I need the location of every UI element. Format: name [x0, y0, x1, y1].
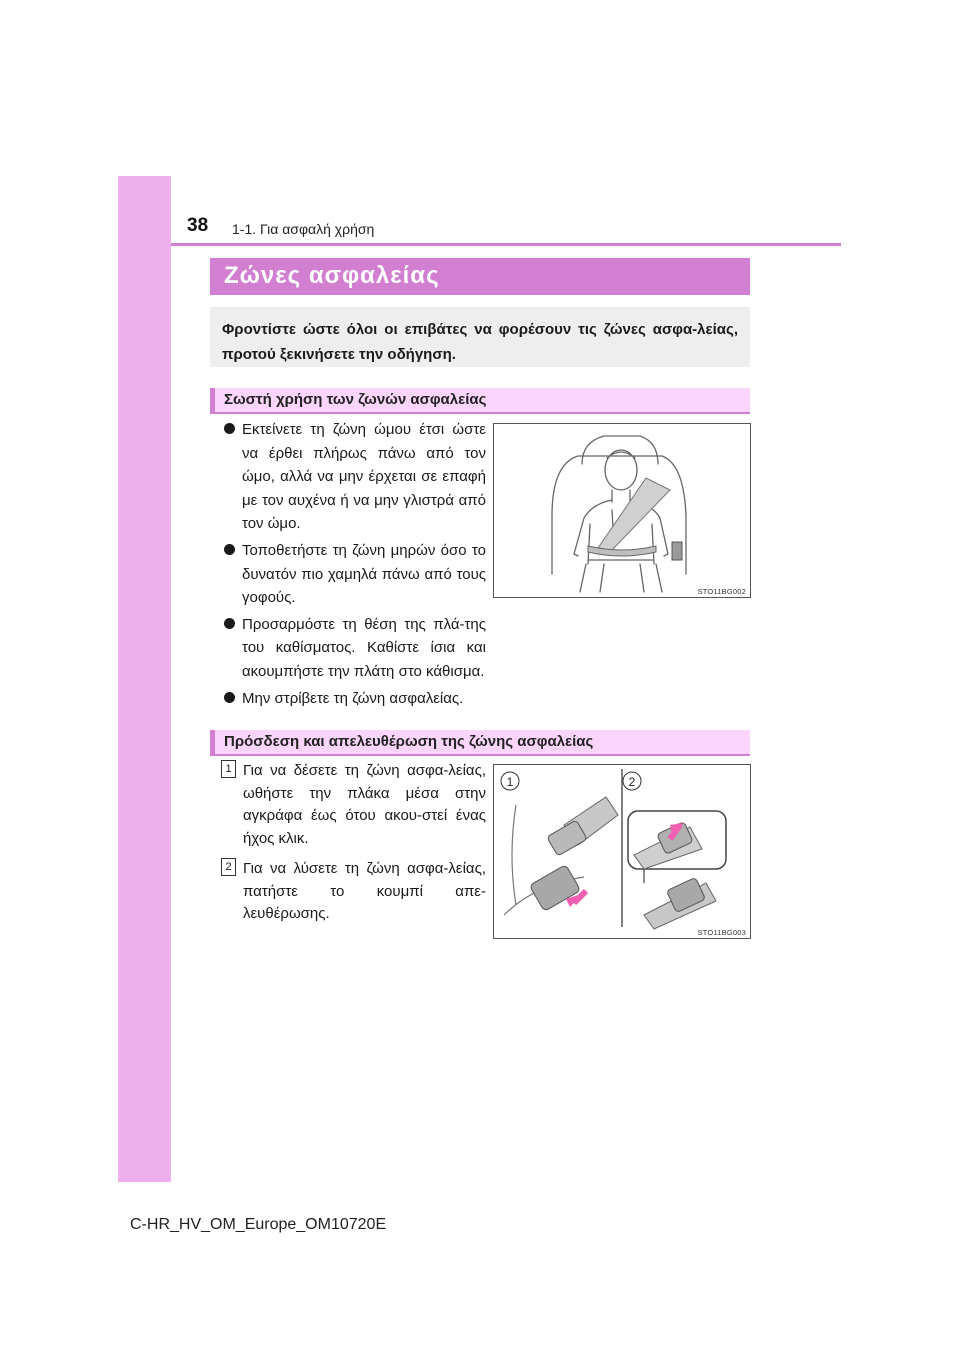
- section-title: Σωστή χρήση των ζωνών ασφαλείας: [224, 391, 487, 408]
- step-number: 2: [221, 858, 236, 876]
- list-item-text: Τοποθετήστε τη ζώνη μηρών όσο το δυνατόν πιο χαμηλά πάνω από τους γοφούς.: [242, 541, 486, 607]
- list-item: [224, 687, 542, 711]
- footer-code: C-HR_HV_OM_Europe_OM10720E: [130, 1216, 387, 1233]
- list-item-text: Εκτείνετε τη ζώνη ώμου έτσι ώστε να έρθει πλήρως πάνω από τον ώμο, αλλά να μην έρχεται σε επαφή με τον αυχένα ή να μην γλιστρά από τον ώμο.: [242, 421, 486, 533]
- section-accent: [210, 388, 215, 414]
- section-accent: [210, 730, 215, 756]
- figure-label-2: 2: [628, 775, 636, 789]
- list-item: [224, 418, 486, 536]
- section-header-correct-use: [210, 388, 750, 414]
- list-item: [224, 613, 486, 684]
- chapter-bar: [210, 258, 750, 295]
- page-number: 38: [187, 215, 209, 236]
- buckle-illustration: [494, 765, 750, 938]
- side-tab: [118, 176, 171, 1182]
- figure-buckle: [493, 764, 751, 939]
- figure-code: STO11BG002: [697, 587, 746, 596]
- step-number: 1: [221, 760, 236, 778]
- bullet-icon: [224, 544, 235, 555]
- step-text: Για να λύσετε τη ζώνη ασφα-λείας, πατήστε το κουμπί απε-λευθέρωσης.: [243, 860, 486, 922]
- intro-text: Φροντίστε ώστε όλοι οι επιβάτες να φορέσουν τις ζώνες ασφα-λείας, προτού ξεκινήσετε την οδήγηση.: [222, 321, 738, 363]
- list-item: [224, 539, 486, 610]
- passenger-illustration: [494, 424, 750, 597]
- bullet-list: [224, 418, 486, 713]
- section-header-fasten-release: [210, 730, 750, 756]
- section-title: Πρόσδεση και απελευθέρωση της ζώνης ασφαλείας: [224, 733, 594, 750]
- figure-seated-passenger: [493, 423, 751, 598]
- step-list: [221, 760, 486, 934]
- header-rule: [171, 243, 841, 246]
- bullet-icon: [224, 618, 235, 629]
- list-item-text: Προσαρμόστε τη θέση της πλά-της του καθίσματος. Καθίστε ίσια και ακουμπήστε την πλάτη στο κάθισμα.: [242, 615, 486, 680]
- chapter-title: Ζώνες ασφαλείας: [224, 262, 440, 289]
- step-text: Για να δέσετε τη ζώνη ασφα-λείας, ωθήστε την πλάκα μέσα στην αγκράφα έως ότου ακου-στεί ένας ήχος κλικ.: [243, 762, 486, 847]
- step-item: [221, 760, 486, 850]
- bullet-icon: [224, 692, 235, 703]
- step-item: [221, 858, 486, 926]
- intro-box: [210, 307, 750, 367]
- figure-label-1: 1: [506, 775, 514, 789]
- figure-code: STO11BG003: [697, 928, 746, 937]
- section-path: 1-1. Για ασφαλή χρήση: [232, 221, 375, 237]
- bullet-icon: [224, 423, 235, 434]
- list-item-text: Μην στρίβετε τη ζώνη ασφαλείας.: [242, 689, 464, 707]
